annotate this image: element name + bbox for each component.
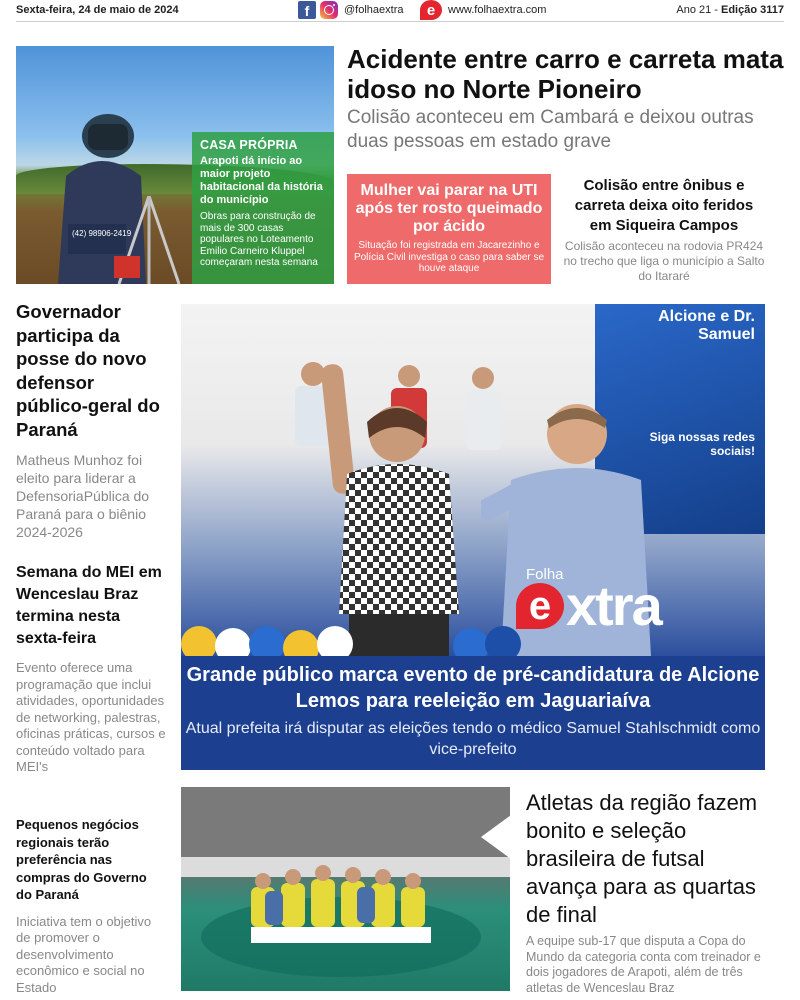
uti-story[interactable] xyxy=(347,174,551,284)
issue-date: Sexta-feira, 24 de maio de 2024 xyxy=(16,4,179,16)
futsal-summary: A equipe sub-17 que disputa a Copa do Mundo da categoria conta com treinador e dois jogadores de Arapoti, além de três atletas de Wenceslau Braz xyxy=(526,934,761,995)
edition-info xyxy=(676,4,784,16)
social-links xyxy=(298,1,403,19)
pequenos-summary: Iniciativa tem o objetivo de promover o desenvolvimento econômico e social no Estado xyxy=(16,913,152,995)
uti-headline[interactable]: Mulher vai parar na UTI após ter rosto queimado por ácido xyxy=(355,182,543,235)
banner-text: Alcione e Dr. Samuel xyxy=(658,308,755,343)
team-huddle xyxy=(181,787,510,991)
main-headline[interactable]: Grande público marca evento de pré-candidatura de Alcione Lemos para reeleição em Jaguariaíva xyxy=(186,664,760,712)
onibus-summary: Colisão aconteceu na rodovia PR424 no trecho que liga o município a Salto do Itararé xyxy=(563,239,765,283)
mei-summary: Evento oferece uma programação que inclui atividades, oportunidades de networking, palestras, oficinas práticas, cursos e conteúdo voltado para MEI's xyxy=(16,660,166,774)
lead-summary: Colisão aconteceu em Cambará e deixou outras duas pessoas em estado grave xyxy=(347,107,754,152)
casa-summary: Obras para construção de mais de 300 casas populares no Loteamento Emilio Carneiro Kluppel começaram nesta semana xyxy=(200,211,318,268)
main-summary: Atual prefeita irá disputar as eleições tendo o médico Samuel Stahlschmidt como vice-prefeito xyxy=(185,720,761,758)
futsal-headline[interactable]: Atletas da região fazem bonito e seleção brasileira de futsal avança para as quartas de final xyxy=(526,790,758,927)
mei-story[interactable] xyxy=(16,562,166,776)
facebook-icon[interactable]: f xyxy=(298,1,316,19)
governador-story[interactable] xyxy=(16,300,166,541)
photo-pointer xyxy=(481,815,510,859)
casa-propria-box xyxy=(192,132,334,284)
svg-text:(42) 98906-2419: (42) 98906-2419 xyxy=(72,229,132,238)
banner-subtext: Siga nossas redes sociais! xyxy=(649,430,755,458)
folha-extra-logo-icon: e xyxy=(420,0,442,20)
edition-year: Ano 21 - xyxy=(676,4,721,16)
uti-summary: Situação foi registrada em Jacarezinho e Polícia Civil investiga o caso para saber se houve ataque xyxy=(353,240,545,274)
pequenos-headline[interactable]: Pequenos negócios regionais terão preferência nas compras do Governo do Paraná xyxy=(16,817,147,902)
casa-kicker: CASA PRÓPRIA xyxy=(200,138,298,152)
casa-headline[interactable]: Arapoti dá início ao maior projeto habitacional da história do município xyxy=(200,155,323,206)
onibus-headline[interactable]: Colisão entre ônibus e carreta deixa oito feridos em Siqueira Campos xyxy=(574,177,754,234)
watermark-xtra: xtra xyxy=(566,574,661,637)
watermark-e-icon: e xyxy=(516,583,564,629)
lead-headline[interactable]: Acidente entre carro e carreta mata idoso no Norte Pioneiro xyxy=(347,44,784,104)
tripod-photo xyxy=(114,196,184,284)
governador-headline[interactable]: Governador participa da posse do novo defensor público-geral do Paraná xyxy=(16,301,160,440)
folha-extra-watermark xyxy=(516,566,756,652)
mei-headline[interactable]: Semana do MEI em Wenceslau Braz termina nesta sexta-feira xyxy=(16,564,162,647)
watermark-folha: Folha xyxy=(526,566,564,583)
instagram-icon[interactable] xyxy=(320,1,338,19)
top-bar xyxy=(16,0,784,22)
casa-propria-story[interactable] xyxy=(16,46,334,284)
governador-summary: Matheus Munhoz foi eleito para liderar a DefensoriaPública do Paraná para o biênio 2024-2026 xyxy=(16,452,150,540)
main-story-caption[interactable] xyxy=(181,656,765,770)
edition-number: Edição 3117 xyxy=(721,4,784,16)
website-url[interactable]: www.folhaextra.com xyxy=(448,4,547,16)
instagram-handle[interactable]: @folhaextra xyxy=(344,4,404,16)
futsal-photo[interactable] xyxy=(181,787,510,991)
pequenos-negocios-story[interactable] xyxy=(16,816,166,996)
onibus-story[interactable] xyxy=(562,176,766,284)
website-link[interactable] xyxy=(420,0,546,20)
